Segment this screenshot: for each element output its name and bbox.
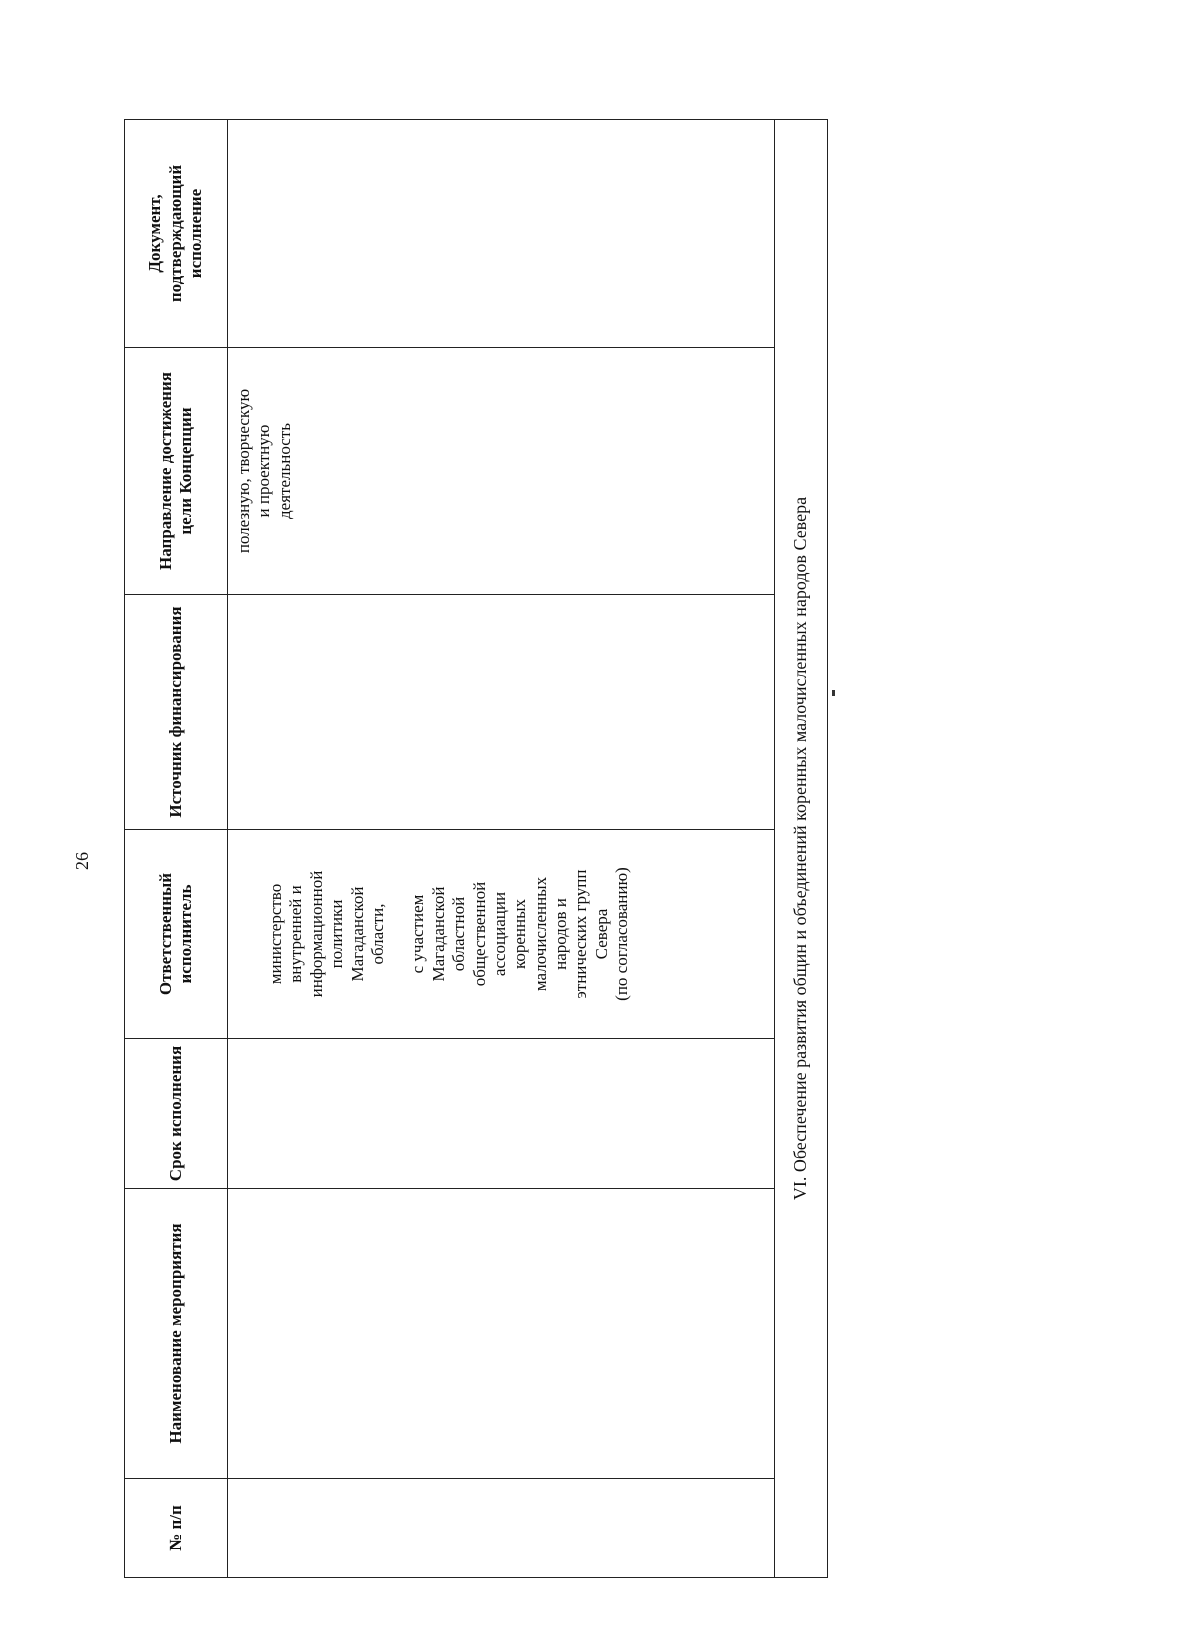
responsible-line: этнических групп bbox=[571, 869, 591, 999]
responsible-line: министерство bbox=[266, 883, 285, 985]
cell-event-name bbox=[228, 1189, 775, 1479]
header-direction: Направление достижения цели Концепции bbox=[125, 348, 228, 595]
direction-line: и проектную bbox=[254, 424, 274, 518]
header-event-name: Наименование мероприятия bbox=[125, 1189, 228, 1479]
page-number: 26 bbox=[72, 852, 92, 870]
cell-direction bbox=[228, 348, 775, 595]
table-row bbox=[228, 120, 775, 1578]
responsible-line: малочисленных bbox=[530, 876, 550, 992]
responsible-gap bbox=[388, 836, 408, 1032]
cell-funding bbox=[228, 595, 775, 830]
responsible-line: политики bbox=[327, 899, 347, 969]
responsible-line: ассоциации bbox=[489, 891, 509, 977]
scan-speck bbox=[832, 690, 835, 696]
direction-line: полезную, творческую bbox=[234, 388, 253, 554]
cell-responsible bbox=[228, 830, 775, 1039]
header-responsible: Ответственный исполнитель bbox=[125, 830, 228, 1039]
table-header-row bbox=[125, 120, 228, 1578]
cell-number bbox=[228, 1479, 775, 1578]
header-funding: Источник финансирования bbox=[125, 595, 228, 830]
responsible-line: Магаданской bbox=[428, 886, 448, 982]
responsible-line: (по согласованию) bbox=[612, 867, 632, 1001]
header-document: Документ, подтверждающий исполнение bbox=[125, 120, 228, 348]
header-deadline: Срок исполнения bbox=[125, 1039, 228, 1189]
responsible-line: коренных bbox=[510, 898, 530, 970]
section-heading: VI. Обеспечение развития общин и объединений коренных малочисленных народов Севера bbox=[775, 120, 828, 1578]
measures-table bbox=[124, 119, 828, 1578]
responsible-line: общественной bbox=[469, 881, 489, 987]
responsible-line: областной bbox=[449, 896, 469, 972]
responsible-line: области, bbox=[367, 903, 387, 965]
direction-line: деятельность bbox=[274, 423, 294, 519]
responsible-line: внутренней и bbox=[286, 885, 306, 983]
cell-document bbox=[228, 120, 775, 348]
header-number: № п/п bbox=[125, 1479, 228, 1578]
responsible-line: Магаданской bbox=[347, 886, 367, 982]
responsible-line: с участием bbox=[408, 894, 428, 974]
responsible-line: Севера bbox=[591, 908, 611, 960]
responsible-line: информационной bbox=[306, 870, 326, 998]
section-row bbox=[775, 120, 828, 1578]
cell-deadline bbox=[228, 1039, 775, 1189]
rotated-table-container bbox=[124, 120, 824, 1578]
responsible-line: народов и bbox=[551, 898, 571, 970]
